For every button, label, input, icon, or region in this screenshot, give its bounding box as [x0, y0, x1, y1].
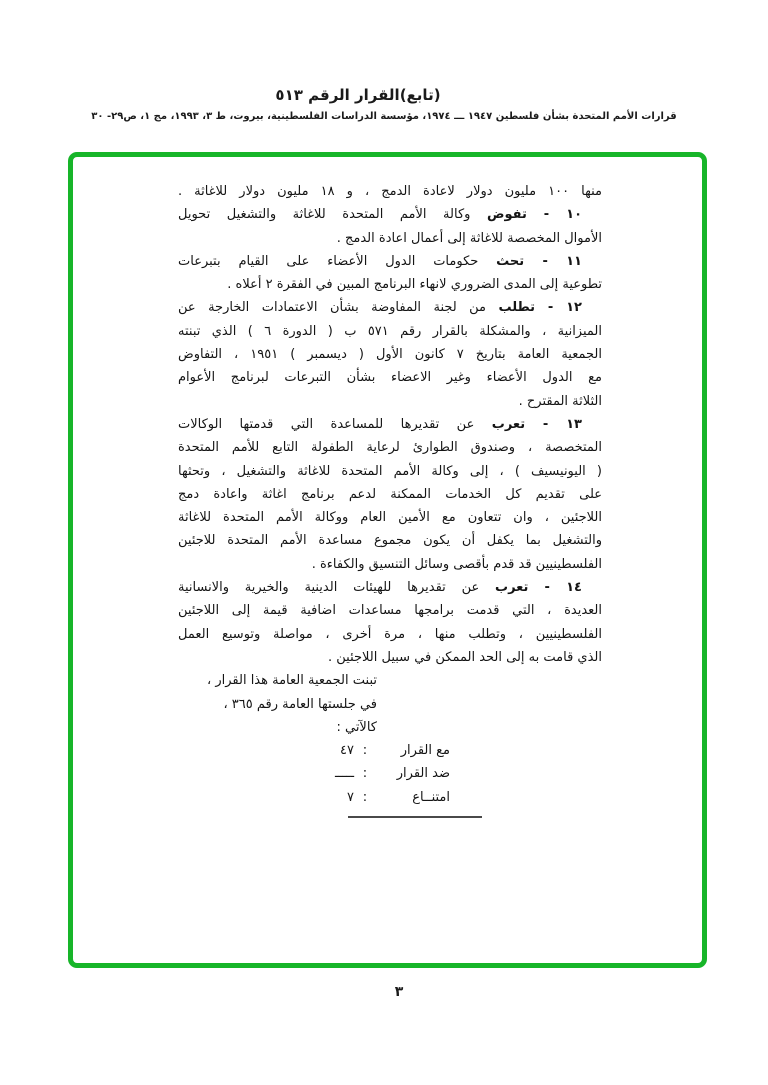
body-line: منها ١٠٠ مليون دولار لاعادة الدمج ، و ١٨ مليون دولار للاغاثة .: [178, 184, 602, 199]
vote-colon: :: [362, 743, 368, 759]
vote-value: ـــــ: [334, 766, 354, 782]
vote-value: ٤٧: [340, 743, 354, 759]
adoption-line-3: كالآتي :: [336, 719, 377, 735]
body-line: ١١ - تحث حكومات الدول الأعضاء على القيام بتبرعات: [178, 253, 582, 269]
body-line: الميزانية ، والمشكلة بالقرار رقم ٥٧١ ب ( الدورة ٦ ) الذي تبنته: [178, 323, 602, 339]
body-line: اللاجئين ، وان تتعاون مع الأمين العام ووكالة الأمم المتحدة للاغاثة: [178, 510, 602, 526]
body-line: الجمعية العامة بتاريخ ٧ كانون الأول ( ديسمبر ) ١٩٥١ ، التفاوض: [178, 347, 602, 363]
body-line: الأموال المخصصة للاغاثة إلى أعمال اعادة الدمج .: [336, 230, 602, 246]
body-line: ١٣ - تعرب عن تقديرها للمساعدة التي قدمتها الوكالات: [178, 416, 582, 432]
resolution-title: (تابع)القرار الرقم ٥١٣: [275, 86, 441, 104]
body-line: تطوعية إلى المدى الضروري لانهاء البرنامج المبين في الفقرة ٢ أعلاه .: [227, 277, 602, 293]
body-line: مع الدول الأعضاء وغير الاعضاء بشأن التبرعات لبرنامج الأعوام: [178, 370, 602, 386]
page-number: ٣: [394, 984, 404, 1000]
vote-value: ٧: [347, 789, 354, 805]
vote-row-with: [178, 739, 602, 762]
body-line: الثلاثة المقترح .: [518, 393, 602, 409]
vote-label: ضد القرار: [396, 766, 450, 782]
resolution-body: [178, 180, 602, 818]
body-line: ١٤ - تعرب عن تقديرها للهيئات الدينية والخيرية والانسانية: [178, 580, 582, 596]
vote-label: امتنــاع: [412, 789, 450, 805]
vote-colon: :: [362, 789, 368, 805]
body-line: ١٢ - تطلب من لجنة المفاوضة بشأن الاعتمادات الخارجة عن: [178, 300, 582, 316]
source-citation: قرارات الأمم المتحدة بشأن فلسطين ١٩٤٧ ـــ ١٩٧٤، مؤسسة الدراسات الفلسطينية، بيروت، ط ٣، ١٩٩٣، مج ١، ص٢٩- ٣٠: [91, 111, 677, 122]
body-line: على تقديم كل الخدمات الممكنة لدعم برنامج اغاثة واعادة دمج: [178, 486, 602, 502]
vote-label: مع القرار: [400, 743, 450, 759]
vote-colon: :: [362, 766, 368, 782]
body-line: ( اليونيسيف ) ، إلى وكالة الأمم المتحدة للاغاثة والتشغيل ، وتحثها: [178, 463, 602, 479]
vote-row-against: [178, 762, 602, 785]
end-rule: [348, 816, 482, 818]
body-line: ١٠ - تفوض وكالة الأمم المتحدة للاغاثة والتشغيل تحويل: [178, 207, 583, 223]
highlight-frame: [68, 152, 707, 968]
body-line: المتخصصة ، وصندوق الطوارئ لرعاية الطفولة التابع للأمم المتحدة: [178, 440, 602, 456]
body-line: الذي قامت به إلى الحد الممكن في سبيل اللاجئين .: [327, 649, 602, 665]
vote-row-abstain: [178, 786, 602, 809]
body-line: العديدة ، التي قدمت برامجها مساعدات اضافية قيمة إلى اللاجئين: [178, 603, 602, 619]
document-header: [0, 86, 768, 122]
adoption-line-1: تبنت الجمعية العامة هذا القرار ،: [207, 673, 377, 689]
body-line: الفلسطينيين قد قدم بأقصى وسائل التنسيق والكفاءة .: [311, 556, 602, 572]
adoption-line-2: في جلستها العامة رقم ٣٦٥ ،: [223, 696, 377, 712]
body-line: الفلسطينيين ، وتطلب منها ، مرة أخرى ، مواصلة وتوسيع العمل: [178, 626, 602, 642]
body-line: والتشغيل بما يكفل أن يكون مجموع مساعدة الأمم المتحدة للاجئين: [178, 533, 602, 549]
